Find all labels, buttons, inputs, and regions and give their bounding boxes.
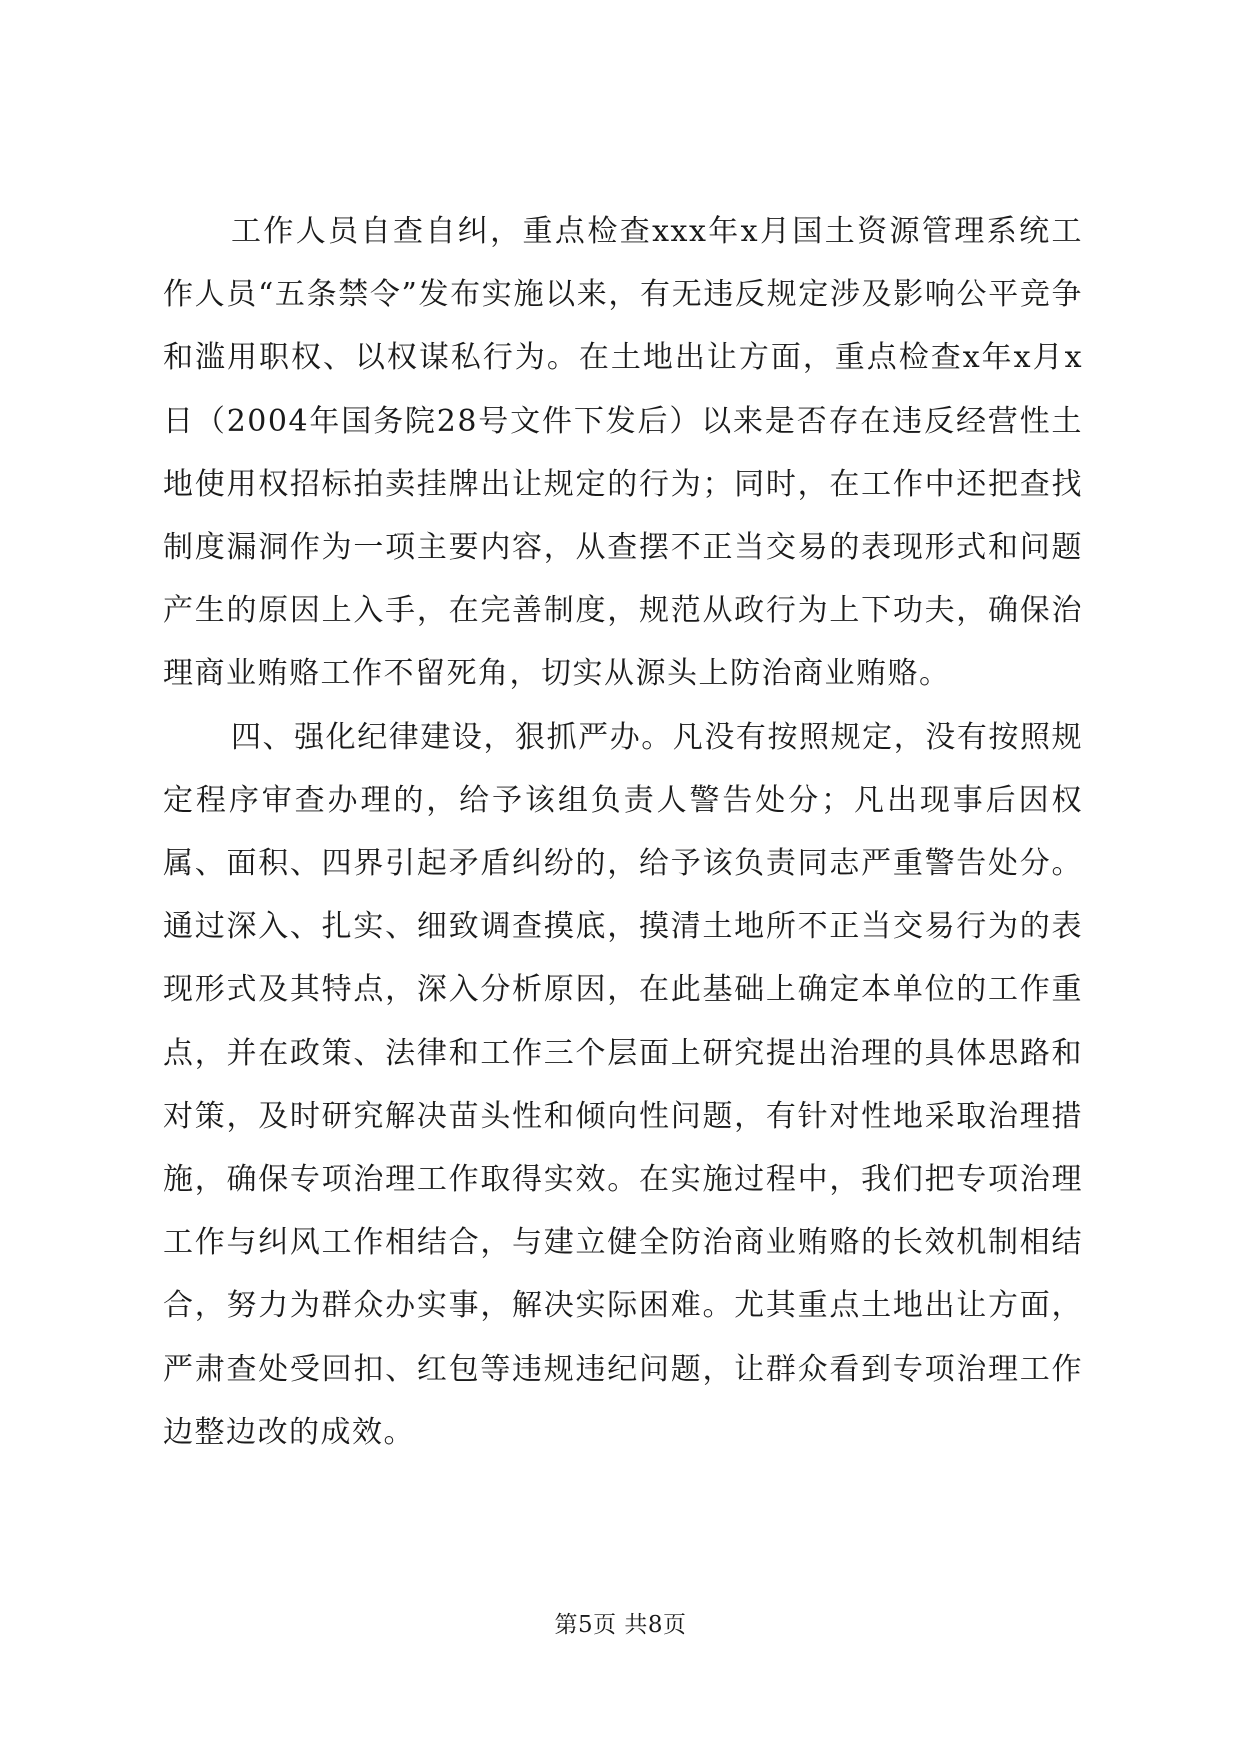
paragraph: 四、强化纪律建设，狠抓严办。凡没有按照规定，没有按照规定程序审查办理的，给予该组负责人警告处分；凡出现事后因权属、面积、四界引起矛盾纠纷的，给予该负责同志严重警告处分。通过深入、扎实、细致调查摸底，摸清土地所不正当交易行为的表现形式及其特点，深入分析原因，在此基础上确定本单位的工作重点，并在政策、法律和工作三个层面上研究提出治理的具体思路和对策，及时研究解决苗头性和倾向性问题，有针对性地采取治理措施，确保专项治理工作取得实效。在实施过程中，我们把专项治理工作与纠风工作相结合，与建立健全防治商业贿赂的长效机制相结合，努力为群众办实事，解决实际困难。尤其重点土地出让方面，严肃查处受回扣、红包等违规违纪问题，让群众看到专项治理工作边整边改的成效。 [163,719,1083,1450]
paragraph: 工作人员自查自纠，重点检查xxx年x月国土资源管理系统工作人员“五条禁令”发布实施以来，有无违反规定涉及影响公平竞争和滥用职权、以权谋私行为。在土地出让方面，重点检查x年x月x日（2004年国务院28号文件下发后）以来是否存在违反经营性土地使用权招标拍卖挂牌出让规定的行为；同时，在工作中还把查找制度漏洞作为一项主要内容，从查摆不正当交易的表现形式和问题产生的原因上入手，在完善制度，规范从政行为上下功夫，确保治理商业贿赂工作不留死角，切实从源头上防治商业贿赂。 [163,214,1083,692]
page-number-footer: 第5页 共8页 [554,1612,687,1638]
document-body [163,200,1083,1464]
